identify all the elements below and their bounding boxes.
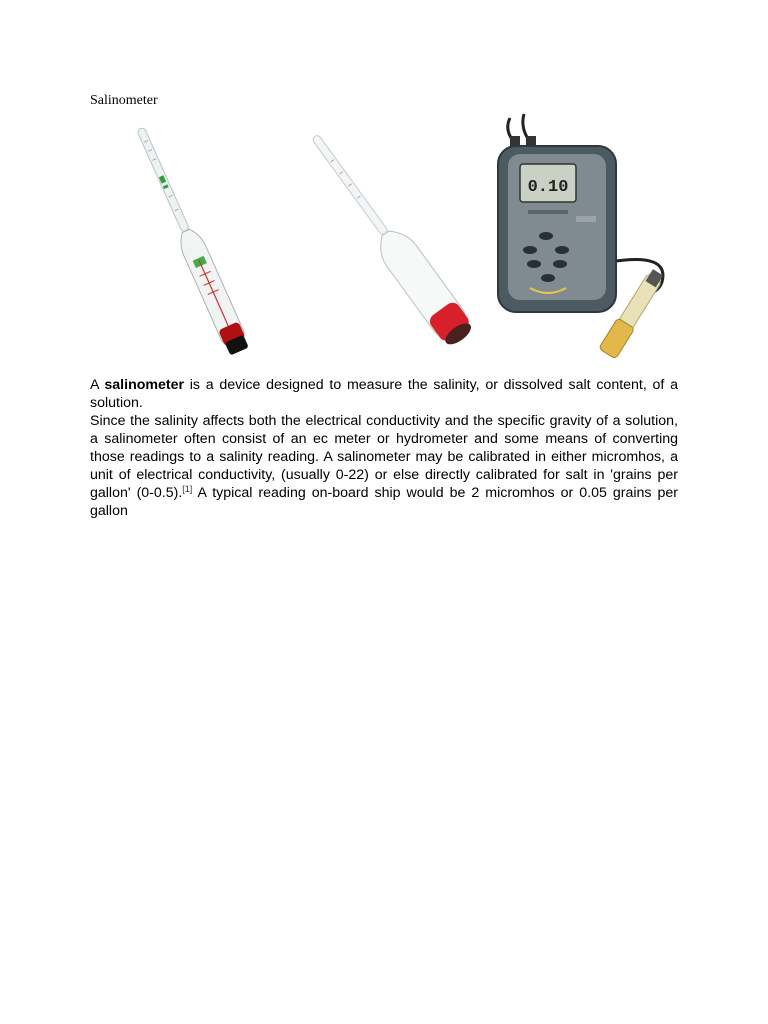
meter-button-4 [527,260,541,268]
meter-button-5 [553,260,567,268]
salinometer-images [90,112,680,372]
meter-button-3 [555,246,569,254]
hydrometer-image-1 [100,112,280,367]
meter-button-1 [539,232,553,240]
reference-link[interactable]: [1] [182,484,193,494]
conductivity-meter-image [490,112,670,374]
page-heading: Salinometer [90,93,158,108]
paragraph-description: Since the salinity affects both the electrical conductivity and the specific gravity of a solution, a salinometer often consist of an ec meter or hydrometer and some means of converting those readings to a salinity reading. A salinometer may be calibrated in either micromhos, a unit of electrical conductivity, (usually 0-22) or else directly calibrated for salt in 'grains per gallon' (0-0.5).[1] A typical reading on-board ship would be 2 micromhos or 0.05 grains per gallon [90,413,678,519]
article-body [90,376,678,520]
meter-button-2 [523,246,537,254]
meter-button-6 [541,274,555,282]
term-salinometer: salinometer [104,377,185,393]
meter-display: 0.10 [527,178,569,197]
hydrometer-image-2 [280,112,500,367]
paragraph-definition: A salinometer is a device designed to measure the salinity, or dissolved salt content, of a solution. [90,377,678,411]
